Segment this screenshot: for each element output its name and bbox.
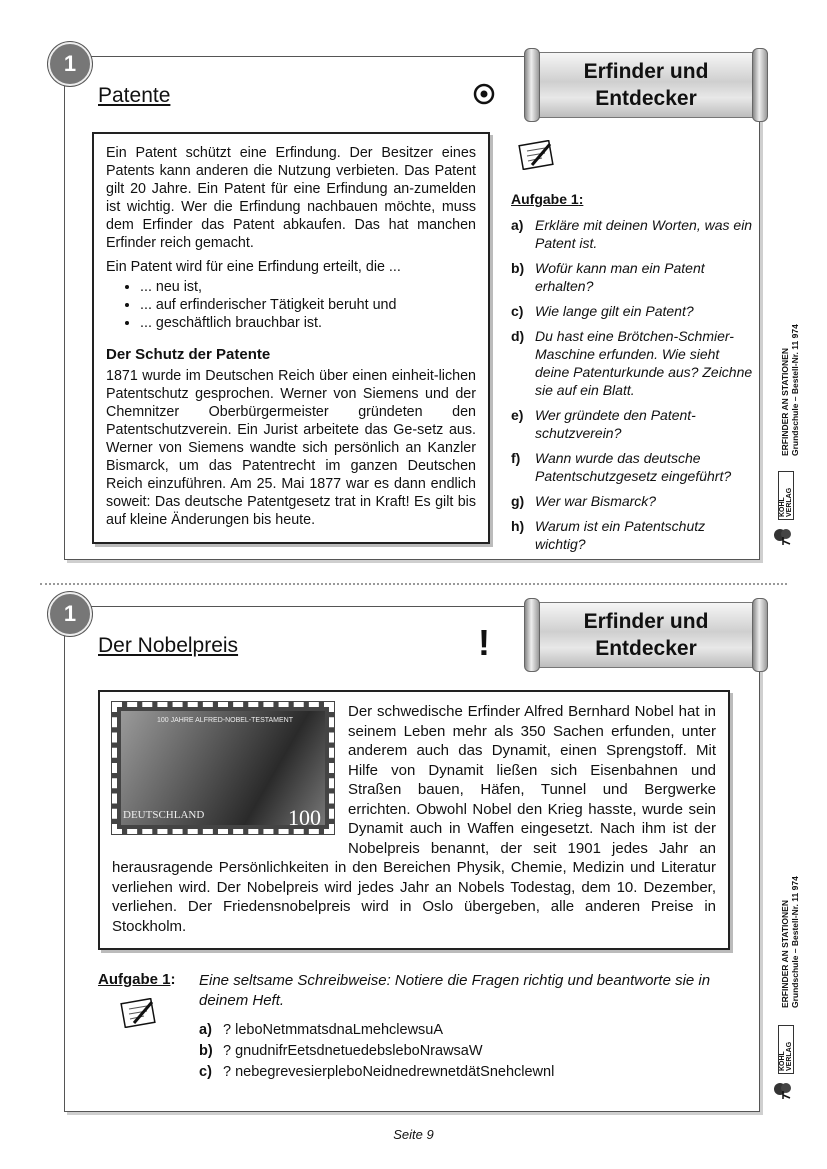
task-item: e) Wer gründete den Patent-schutzverein?	[511, 407, 696, 441]
scroll-title-line1: Erfinder und	[583, 60, 709, 83]
history-paragraph: 1871 wurde im Deutschen Reich über einen einheit-lichen Patentschutz gesprochen. Werner von Siemens und der Chemnitzer Oberbürgermeister gründeten den Patentschutzverein. Ein Jurist arbeitete das Ge-setz aus. Werner von Siemens wandte sich persönlich an Kanzler Bismarck, um das Patentrecht im ganzen Deutschen Reich einzuführen. Am 25. Mai 1877 war es dann endlich soweit: Das deutsche Patentgesetz trat in Kraft! Es gilt bis auf kleine Änderungen bis heute.	[106, 368, 476, 528]
side-imprint	[776, 848, 827, 1008]
list-item: c) ? nebegrevesierpleboNeidnedrewnetdätSnehclewnl	[199, 1064, 555, 1080]
writing-task-icon	[120, 998, 156, 1028]
writing-task-icon	[518, 140, 554, 170]
list-item: • ... neu ist,	[140, 278, 476, 296]
side-series-title: ERFINDER AN STATIONEN	[780, 348, 790, 456]
task-item: b) Wofür kann man ein Patent erhalten?	[511, 260, 705, 294]
scroll-title-line1: Erfinder und	[583, 610, 709, 633]
task-item: f) Wann wurde das deutsche Patentschutzgesetz eingeführt?	[511, 450, 732, 484]
task-item: g) Wer war Bismarck?	[511, 493, 657, 509]
page-number: Seite 9	[393, 1127, 434, 1142]
side-order-number: Grundschule – Bestell-Nr. 11 974	[790, 324, 800, 456]
nobel-paragraph: Der schwedische Erfinder Alfred Bernhard Nobel hat in seinem Leben mehr als 350 Sachen erfunden, unter anderem auch das Dynamit, einen Sprengstoff. Mit Hilfe von Dynamit ließen sich Eisenbahnen und Straßen bauen, Häfen, Tunnel und Bergwerke errichten. Obwohl Nobel den Krieg hasste, wurde sein Dynamit auch in Waffen eingesetzt. Nach ihm ist der Nobelpreis benannt, der seit 1901 jedes Jahr an herausragende Persönlichkeiten in den Bereichen Physik, Chemie, Medizin und Literatur verliehen wird. Der Nobelpreis wird jedes Jahr an Nobels Todestag, dem 10. Dezember, verliehen. Der Friedensnobelpreis wird in Oslo übergeben, alle anderen Preise in Stockholm.	[112, 703, 716, 935]
side-order-number: Grundschule – Bestell-Nr. 11 974	[790, 876, 800, 1008]
stamp-caption: 100 JAHRE ALFRED-NOBEL-TESTAMENT	[157, 717, 294, 724]
task-instruction: Eine seltsame Schreibweise: Notiere die Fragen richtig und beantworte sie in deinem Heft.	[199, 972, 711, 1009]
list-item: b) ? gnudnifrEetsdnetuedebsleboNrawsaW	[199, 1043, 483, 1059]
list-item: • ... auf erfinderischer Tätigkeit beruht und	[140, 296, 476, 314]
tree-logo-icon	[772, 528, 794, 546]
list-item: a) ? leboNetmmatsdnaLmehclewsuA	[199, 1022, 444, 1038]
scroll-title-line2: Entdecker	[595, 637, 697, 660]
list-item: • ... geschäftlich brauchbar ist.	[140, 314, 476, 332]
publisher-logo: KOHL VERLAG	[778, 471, 794, 520]
task-item: d) Du hast eine Brötchen-Schmier-Maschine erfunden. Wie sieht deine Patenturkunde aus? Zeichne sie auf ein Blatt.	[511, 328, 753, 398]
stamp-country: DEUTSCHLAND	[123, 808, 205, 821]
task-item: c) Wie lange gilt ein Patent?	[511, 303, 694, 319]
section-heading: Der Schutz der Patente	[106, 346, 271, 363]
info-text-box	[98, 690, 730, 950]
task-item: a) Erkläre mit deinen Worten, was ein Patent ist.	[511, 217, 753, 251]
topic-scroll-banner	[522, 602, 770, 668]
conditions-list	[106, 278, 476, 332]
page-title: Patente	[98, 84, 171, 107]
publisher-logo: KOHL VERLAG	[778, 1025, 794, 1074]
tree-logo-icon	[772, 1082, 794, 1100]
task-heading: Aufgabe 1:	[98, 971, 176, 988]
nobel-postage-stamp	[112, 702, 334, 834]
stamp-value: 100	[288, 804, 321, 830]
exclamation-icon: !	[478, 622, 490, 663]
station-number-badge: 1	[48, 592, 92, 636]
cut-line-divider	[40, 583, 787, 585]
task-list	[511, 190, 756, 560]
task-heading: Aufgabe 1:	[511, 191, 584, 207]
intro-paragraph: Ein Patent schützt eine Erfindung. Der Besitzer eines Patents kann anderen die Nutzung verbieten. Das Patent gilt 20 Jahre. Ein Patent für eine Erfindung an-zumelden ist wichtig. Wer die Erfindung nachbauen möchte, muss dem Erfinder das Patent abkaufen. Das hat manchen Erfinder reich gemacht.	[106, 145, 476, 251]
conditions-intro: Ein Patent wird für eine Erfindung erteilt, die ...	[106, 259, 401, 275]
scroll-title-line2: Entdecker	[595, 87, 697, 110]
target-icon	[472, 82, 496, 106]
side-series-title: ERFINDER AN STATIONEN	[780, 900, 790, 1008]
task-item: h) Warum ist ein Patentschutz wichtig?	[511, 518, 706, 552]
side-imprint	[776, 296, 827, 456]
scrambled-questions-list	[199, 1022, 554, 1085]
topic-scroll-banner	[522, 52, 770, 118]
station-number-badge: 1	[48, 42, 92, 86]
info-text-box	[92, 132, 490, 544]
page-title: Der Nobelpreis	[98, 634, 239, 657]
